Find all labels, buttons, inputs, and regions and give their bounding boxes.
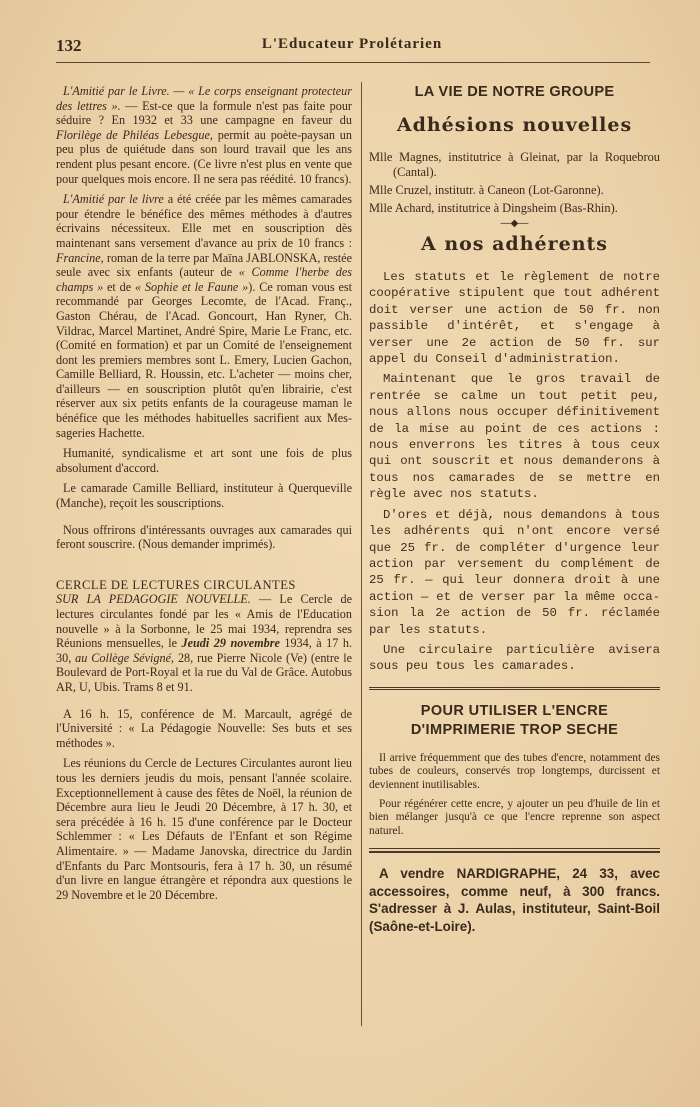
- page-number: 132: [56, 36, 82, 55]
- cercle-paragraph: [56, 592, 352, 694]
- ouvrages-paragraph: Nous offrirons d'intéressants ouvrages aux camarades qui feront souscrire. (Nous demander imprimés).: [56, 522, 352, 552]
- amitie-quote: — « Le corps enseignant protecteur des lettres ».: [56, 84, 352, 113]
- encre-paragraph: Il arrive fréquemment que des tubes d'encre, notamment des tubes de couleurs, conservés trop longtemps, durcissent et deviennent inutilisables.: [369, 751, 660, 791]
- amitie-title: L'Amitié par le Livre.: [63, 84, 170, 98]
- florilege-title: Florilège de Philéas Lebesgue,: [56, 127, 213, 142]
- cercle-date: Jeudi 29 novembre: [181, 636, 280, 651]
- amitie-text-2a: a été créée par les mêmes camarades pour étendre le bénéfice des mêmes méthodes à d'autres écrivains nécessiteux. Elle met en souscription dès maintenant sans versement d'avance au prix de 10 francs :: [56, 192, 352, 250]
- francine-title: Francine,: [56, 250, 104, 265]
- reunions-paragraph: Les réunions du Cercle de Lectures Circulantes auront lieu tous les derniers jeudis du mois, pensant l'année scolaire. Exceptionnellement à cause des fêtes de Noël, la réunion de Décembre aura lieu le Jeudi 20 Décembre, à 17 h. 30, et sera précédée à 16 h. 15 d'une conférence par le Docteur Schlemmer : « Les Défauts de l'Enfant et son Régime Alimentaire. » — Madame Janovska, directrice du Jardin d'Enfants du Parc Montsouris, fera à 17 h. 30, un résumé d'un livre en langue étrangère et répondra aux questions le 29 Novembre et le 20 Décembre.: [56, 756, 352, 902]
- ad-divider-bottom: [369, 851, 660, 853]
- cercle-text-b: 1934, à 17 h. 30,: [56, 636, 352, 665]
- adherents-paragraph: Une circulaire particulière avisera sous peu tous les camarades.: [369, 642, 660, 674]
- sophie-title: « Sophie et le Faune »: [135, 279, 249, 294]
- humanite-paragraph: Humanité, syndicalisme et art sont une fois de plus absolument d'accord.: [56, 446, 352, 475]
- ad-divider-top: [369, 848, 660, 849]
- encre-title-line-2: D'IMPRIMERIE TROP SECHE: [410, 721, 619, 738]
- encre-title-line-1: POUR UTILISER L'ENCRE: [420, 702, 609, 719]
- classified-ad: A vendre NARDIGRAPHE, 24 33, avec accessoires, comme neuf, à 300 francs. S'adresser à J. Aulas, instituteur, Saint-Boil (Saône-et-Loire).: [369, 866, 660, 934]
- amitie-text-2c: et de: [103, 279, 135, 294]
- cercle-subtitle: SUR LA PEDAGOGIE NOUVELLE.: [56, 592, 251, 607]
- page-header: [56, 36, 648, 60]
- adhesion-item: Mlle Magnes, institutrice à Gleinat, par la Roquebrou (Cantal).: [369, 150, 660, 179]
- column-divider: [361, 82, 362, 1026]
- cercle-text-a: — Le Cercle de lectures circulantes fondé par les « Amis de l'Education nouvelle » à la Sorbonne, le 25 mai 1934, reprendra ses Réunions mensuelles, le: [56, 592, 352, 651]
- section-title: LA VIE DE NOTRE GROUPE: [414, 84, 615, 100]
- journal-title: L'Educateur Prolétarien: [261, 36, 443, 52]
- right-column: [369, 84, 660, 935]
- amitie-text-2b: roman de la terre par Maïna JABLONSKA, restée seule avec six enfants (auteur de: [56, 250, 352, 280]
- adhesions-title: Adhésions nouvelles: [396, 114, 633, 136]
- adherents-paragraph: Les statuts et le règlement de notre coopérative stipulent que tout adhérent doit verser une action de 50 fr. non passible d'intérêt, et s'engage à verser une 2e action de 50 fr. sur appel du Conseil d'administration.: [369, 270, 660, 367]
- adherents-paragraph: Maintenant que le gros travail de rentrée se calme un tout petit peu, nous allons nous occuper définitivement de la mise au point de ces actions : nous enverrons les titres à tous ceux qui ont souscrit et nous demanderons à tous nos camarades de se mettre en règle avec nos statuts.: [369, 372, 660, 502]
- ornament: —◆—: [500, 218, 529, 229]
- amitie-text-end: permit au poète-paysan un peu plus de quiétude dans son lourd travail que les ans rendent plus pesant encore. (Ce livre n'est plus en vente que pour quelques mois encore. Il ne sera pas réédité. 10 francs).: [56, 127, 352, 186]
- adherents-title: A nos adhérents: [420, 233, 609, 255]
- belliard-paragraph: Le camarade Camille Belliard, instituteur à Querqueville (Manche), reçoit les souscriptions.: [56, 481, 352, 511]
- header-divider: [56, 62, 650, 63]
- left-column: [56, 84, 352, 908]
- amitie-text: — Est-ce que la formule n'est pas faite pour séduire ? En 1932 et 33 une campagne en faveur du: [56, 98, 352, 128]
- adherents-paragraph: D'ores et déjà, nous demandons à tous les adhérents qui n'ont encore versé que 25 fr. de compléter d'urgence leur action par versement du complément de 25 fr. — qui leur donnera droit à une action — et de verser par la même occasion la 2e action de 50 fr. réclamée par les statuts.: [369, 507, 660, 637]
- section-divider: [369, 687, 660, 690]
- encre-paragraph: Pour régénérer cette encre, y ajouter un peu d'huile de lin et bien mélanger jusqu'à ce que l'encre reprenne son aspect naturel.: [369, 797, 660, 837]
- amitie-text-2d: ). Ce roman vous est recommandé par Georges Lecomte, de l'Acad. Franç., Gaston Chérau, de l'Acad. Goncourt, Han Ryner, Ch. Vildrac, Marcel Martinet, André Spire, Marie Le Franc, etc. (Comité en formation) et par un Comité de l'enseignement dont les premiers membres sont L. Emery, Lucien Gachon, Camille Belliard, R. Houssin, etc. L'acheter — moins cher, d'ailleurs — en souscription plutôt qu'en librairie, c'est réserver aux six petits enfants de la courageuse maman le bénéfice que les méthodes habituelles sacrifient aux Messageries Hachette.: [56, 279, 352, 440]
- herbe-title: « Comme l'herbe des champs »: [56, 265, 352, 294]
- adhesion-item: Mlle Achard, institutrice à Dingsheim (Bas-Rhin).: [369, 201, 618, 215]
- adhesions-list: [369, 150, 660, 216]
- cercle-title: CERCLE DE LECTURES CIRCULANTES: [56, 577, 296, 592]
- adhesion-item: Mlle Cruzel, institutr. à Caneon (Lot-Garonne).: [369, 183, 604, 197]
- cercle-college: au Collège Sévigné,: [75, 650, 175, 665]
- cercle-text-c: 28, rue Pierre Nicole (Ve) (entre le Boulevard de Port-Royal et la rue du Val de Grâce. Autobus AR, U, Ubis. Trams 8 et 91.: [56, 650, 352, 694]
- conference-paragraph: A 16 h. 15, conférence de M. Marcault, agrégé de l'Université : « La Pédagogie Nouvelle: Ses buts et ses méthodes ».: [56, 706, 352, 750]
- amitie-paragraph-1: [56, 84, 352, 186]
- amitie-paragraph-2: [56, 192, 352, 440]
- amitie-title-2: L'Amitié par le livre: [63, 192, 164, 207]
